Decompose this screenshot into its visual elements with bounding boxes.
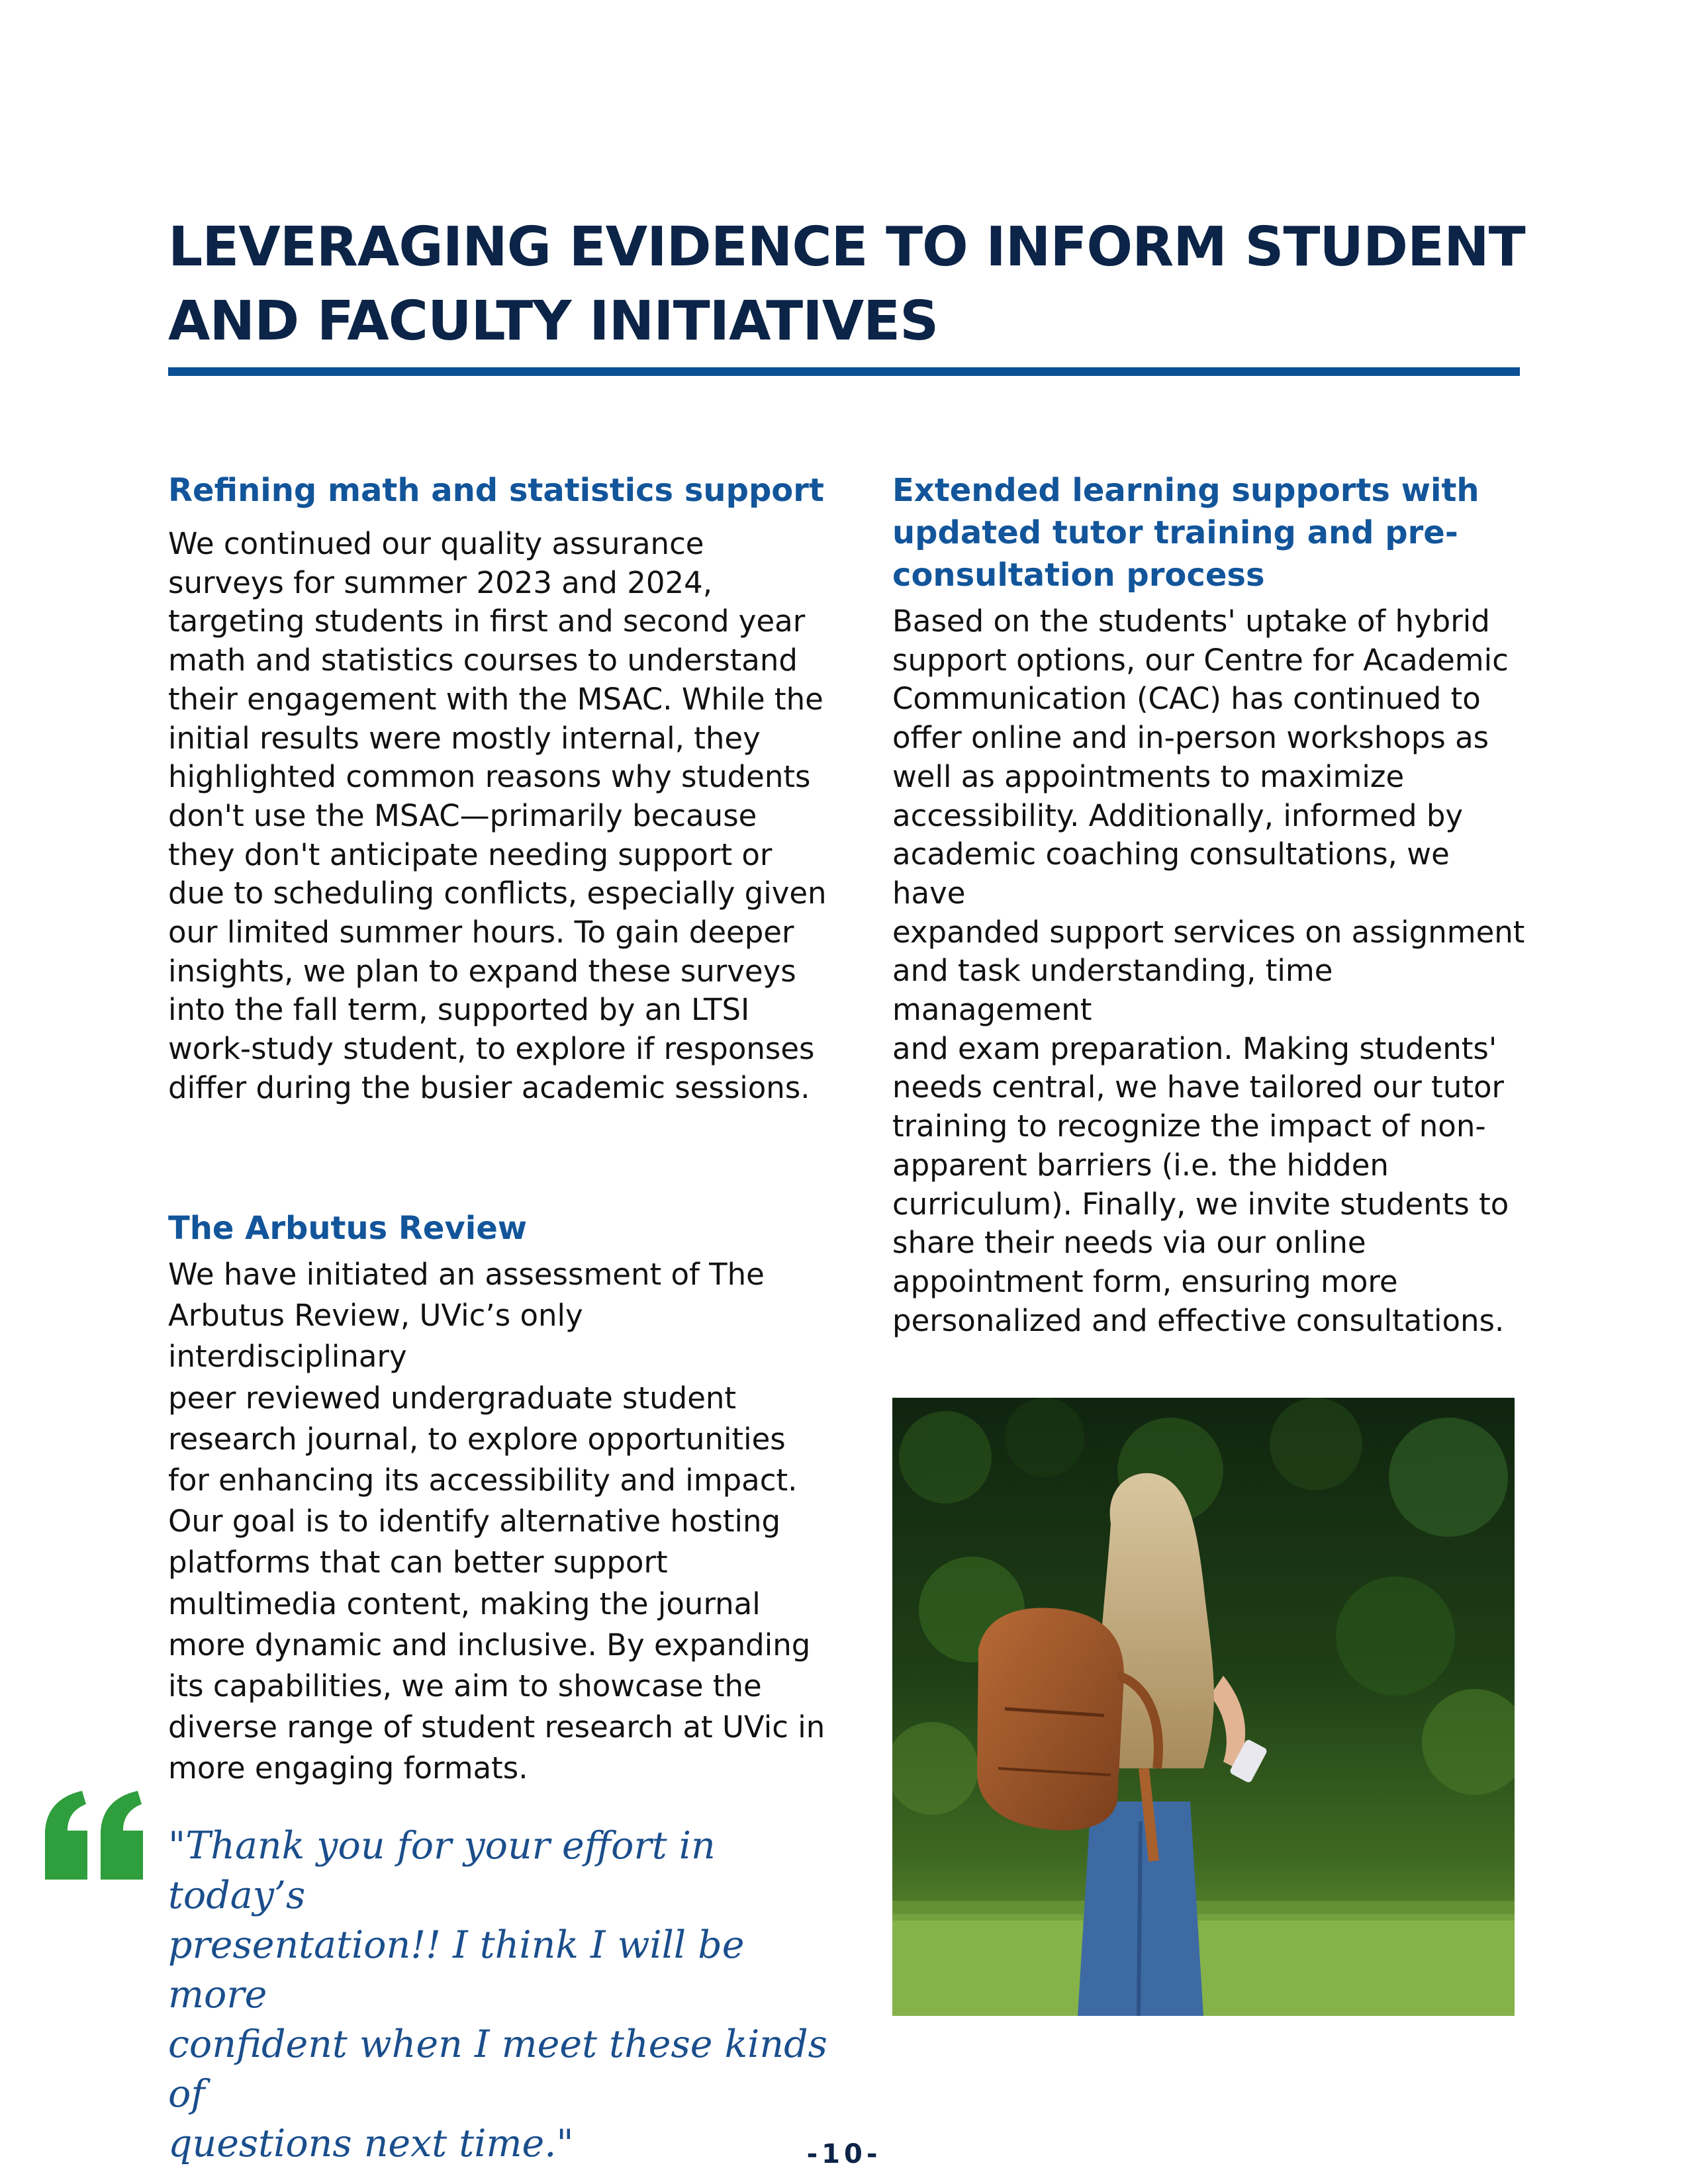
text-line: more engaging formats.: [168, 1751, 528, 1786]
text-line: apparent barriers (i.e. the hidden: [892, 1147, 1389, 1183]
text-line: targeting students in first and second year: [168, 604, 806, 639]
text-line: research journal, to explore opportunities: [168, 1421, 786, 1457]
text-line: needs central, we have tailored our tutor: [892, 1069, 1505, 1105]
text-line: Based on the students' uptake of hybrid: [892, 604, 1490, 639]
text-line: its capabilities, we aim to showcase the: [168, 1668, 762, 1704]
text-line: due to scheduling conflicts, especially given: [168, 876, 827, 911]
text-line: Arbutus Review, UVic’s only interdisciplinary: [168, 1298, 583, 1375]
arbutus-review-heading: The Arbutus Review: [168, 1210, 528, 1247]
text-line: they don't anticipate needing support or: [168, 837, 773, 872]
heading-line: Extended learning supports with: [892, 472, 1479, 509]
text-line: our limited summer hours. To gain deeper: [168, 915, 794, 950]
text-line: academic coaching consultations, we have: [892, 837, 1450, 911]
extended-learning-heading: [892, 469, 1528, 596]
text-line: diverse range of student research at UVic in: [168, 1709, 825, 1745]
text-line: and exam preparation. Making students': [892, 1030, 1497, 1066]
text-line: math and statistics courses to understand: [168, 643, 798, 678]
text-line: accessibility. Additionally, informed by: [892, 797, 1464, 833]
page-title-line-1: LEVERAGING EVIDENCE TO INFORM STUDENT: [168, 216, 1525, 279]
text-line: We continued our quality assurance: [168, 526, 704, 561]
math-support-text: [168, 525, 830, 1108]
heading-line: consultation process: [892, 557, 1265, 594]
text-line: peer reviewed undergraduate student: [168, 1380, 737, 1416]
text-line: and task understanding, time management: [892, 953, 1333, 1028]
text-line: work-study student, to explore if responses: [168, 1031, 815, 1067]
extended-learning-text: [892, 602, 1528, 1340]
quote-line: "Thank you for your effort in today’s: [168, 1824, 716, 1917]
text-line: more dynamic and inclusive. By expanding: [168, 1627, 811, 1662]
text-line: Communication (CAC) has continued to: [892, 681, 1481, 717]
text-line: Our goal is to identify alternative hosting: [168, 1504, 781, 1539]
text-line: multimedia content, making the journal: [168, 1586, 761, 1621]
text-line: training to recognize the impact of non-: [892, 1109, 1486, 1144]
text-line: appointment form, ensuring more: [892, 1263, 1398, 1299]
text-line: into the fall term, supported by an LTSI: [168, 992, 750, 1028]
quote-line: confident when I meet these kinds of: [168, 2023, 827, 2116]
text-line: support options, our Centre for Academic: [892, 642, 1509, 678]
page-number: -10-: [806, 2139, 882, 2169]
text-line: insights, we plan to expand these surveys: [168, 953, 796, 989]
text-line: their engagement with the MSAC. While the: [168, 681, 823, 717]
arbutus-review-text: [168, 1254, 830, 1790]
text-line: personalized and effective consultations.: [892, 1302, 1505, 1338]
text-line: offer online and in-person workshops as: [892, 720, 1489, 756]
text-line: platforms that can better support: [168, 1545, 668, 1580]
text-line: don't use the MSAC—primarily because: [168, 797, 757, 833]
text-line: well as appointments to maximize: [892, 758, 1405, 794]
text-line: for enhancing its accessibility and impact.: [168, 1463, 798, 1498]
page-title: [168, 210, 1525, 359]
text-line: differ during the busier academic sessions.: [168, 1069, 810, 1105]
page-title-line-2: AND FACULTY INITIATIVES: [168, 290, 939, 353]
quote-line: questions next time.": [168, 2122, 574, 2165]
title-rule: [168, 367, 1520, 376]
quote-line: presentation!! I think I will be more: [168, 1923, 745, 2017]
math-support-heading: Refining math and statistics support: [168, 472, 824, 509]
quotation-mark-icon: [41, 1787, 147, 1886]
text-line: expanded support services on assignment: [892, 914, 1525, 950]
heading-line: updated tutor training and pre-: [892, 514, 1458, 551]
text-line: We have initiated an assessment of The: [168, 1257, 765, 1292]
text-line: initial results were mostly internal, they: [168, 720, 761, 756]
text-line: surveys for summer 2023 and 2024,: [168, 565, 713, 600]
student-quote: [168, 1821, 830, 2169]
text-line: highlighted common reasons why students: [168, 759, 811, 795]
text-line: share their needs via our online: [892, 1225, 1366, 1261]
text-line: curriculum). Finally, we invite students to: [892, 1186, 1509, 1222]
student-walking-photo: [892, 1398, 1515, 2016]
